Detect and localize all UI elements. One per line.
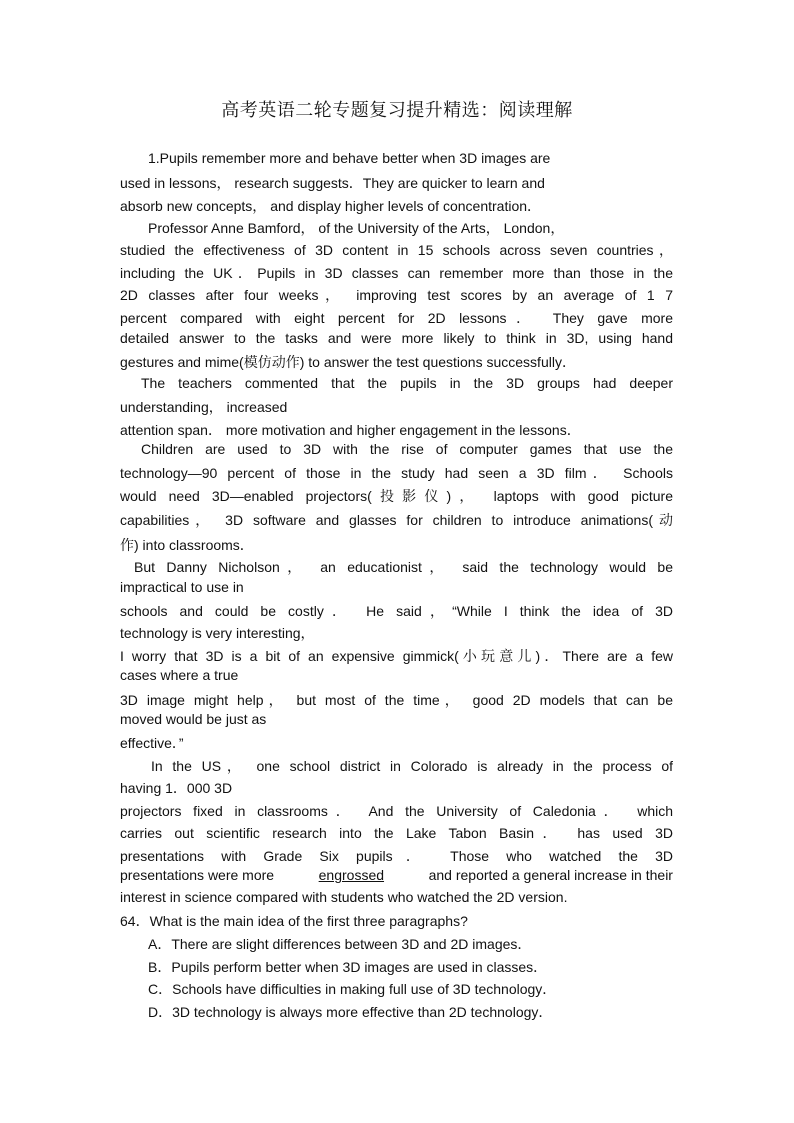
passage-line: including the UK．Pupils in 3D classes can remember more than those in the xyxy=(120,265,673,281)
passage-line: impractical to use in xyxy=(120,579,244,595)
passage-line: understanding， increased xyxy=(120,399,288,415)
option-a[interactable]: A．There are slight differences between 3D and 2D images． xyxy=(148,936,532,952)
passage-line: having 1．000 3D xyxy=(120,780,233,796)
passage-line: Professor Anne Bamford， of the University of the Arts， London， xyxy=(148,220,565,236)
passage-line: In the US， one school district in Colorado is already in the process of xyxy=(151,758,673,774)
option-b[interactable]: B．Pupils perform better when 3D images are used in classes． xyxy=(148,959,548,975)
passage-line: 3D image might help， but most of the time， good 2D models that can be xyxy=(120,692,673,708)
passage-line: 2D classes after four weeks， improving test scores by an average of 1 7 xyxy=(120,287,673,303)
passage-text: and reported a general increase in their xyxy=(428,867,673,883)
passage-line: technology is very interesting， xyxy=(120,625,315,641)
passage-line: attention span． more motivation and higher engagement in the lessons． xyxy=(120,422,581,438)
passage-line: technology—90 percent of those in the study had seen a 3D film． Schools xyxy=(120,465,673,481)
passage-line: projectors fixed in classrooms． And the University of Caledonia． which xyxy=(120,803,673,819)
passage-line: Children are used to 3D with the rise of computer games that use the xyxy=(141,441,673,457)
passage-line: absorb new concepts， and display higher levels of concentration． xyxy=(120,198,542,214)
passage-line: The teachers commented that the pupils in the 3D groups had deeper xyxy=(141,375,673,391)
passage-line: moved would be just as xyxy=(120,711,267,727)
passage-line: cases where a true xyxy=(120,667,239,683)
passage-line: 1.Pupils remember more and behave better when 3D images are xyxy=(148,150,551,166)
passage-line: interest in science compared with students who watched the 2D version. xyxy=(120,889,568,905)
passage-line xyxy=(120,867,673,883)
passage-line: used in lessons， research suggests．They are quicker to learn and xyxy=(120,175,545,191)
passage-line: capabilities， 3D software and glasses for children to introduce animations(动 xyxy=(120,512,673,528)
passage-text: presentations were more xyxy=(120,867,275,883)
page-title: 高考英语二轮专题复习提升精选：阅读理解 xyxy=(221,100,573,121)
option-c[interactable]: C．Schools have difficulties in making full use of 3D technology． xyxy=(148,981,557,997)
passage-line: But Danny Nicholson， an educationist， said the technology would be xyxy=(134,559,673,575)
passage-line: I worry that 3D is a bit of an expensive gimmick(小玩意儿)．There are a few xyxy=(120,648,673,664)
passage-line: would need 3D—enabled projectors(投影仪)， laptops with good picture xyxy=(120,488,673,504)
passage-line: percent compared with eight percent for 2D lessons． They gave more xyxy=(120,310,673,326)
question-stem: 64．What is the main idea of the first three paragraphs? xyxy=(120,913,468,929)
passage-line: effective．” xyxy=(120,735,184,751)
passage-line: carries out scientific research into the Lake Tabon Basin． has used 3D xyxy=(120,825,673,841)
passage-line: schools and could be costly． He said，“While I think the idea of 3D xyxy=(120,603,673,619)
passage-line: presentations with Grade Six pupils． Those who watched the 3D xyxy=(120,848,673,864)
passage-line: gestures and mime(模仿动作) to answer the test questions successfully． xyxy=(120,354,576,370)
vocabulary-word: engrossed xyxy=(318,867,385,883)
passage-line: studied the effectiveness of 3D content in 15 schools across seven countries， xyxy=(120,242,673,258)
passage-line: 作) into classrooms． xyxy=(120,537,254,553)
option-d[interactable]: D．3D technology is always more effective than 2D technology． xyxy=(148,1004,553,1020)
passage-line: detailed answer to the tasks and were more likely to think in 3D, using hand xyxy=(120,330,673,346)
